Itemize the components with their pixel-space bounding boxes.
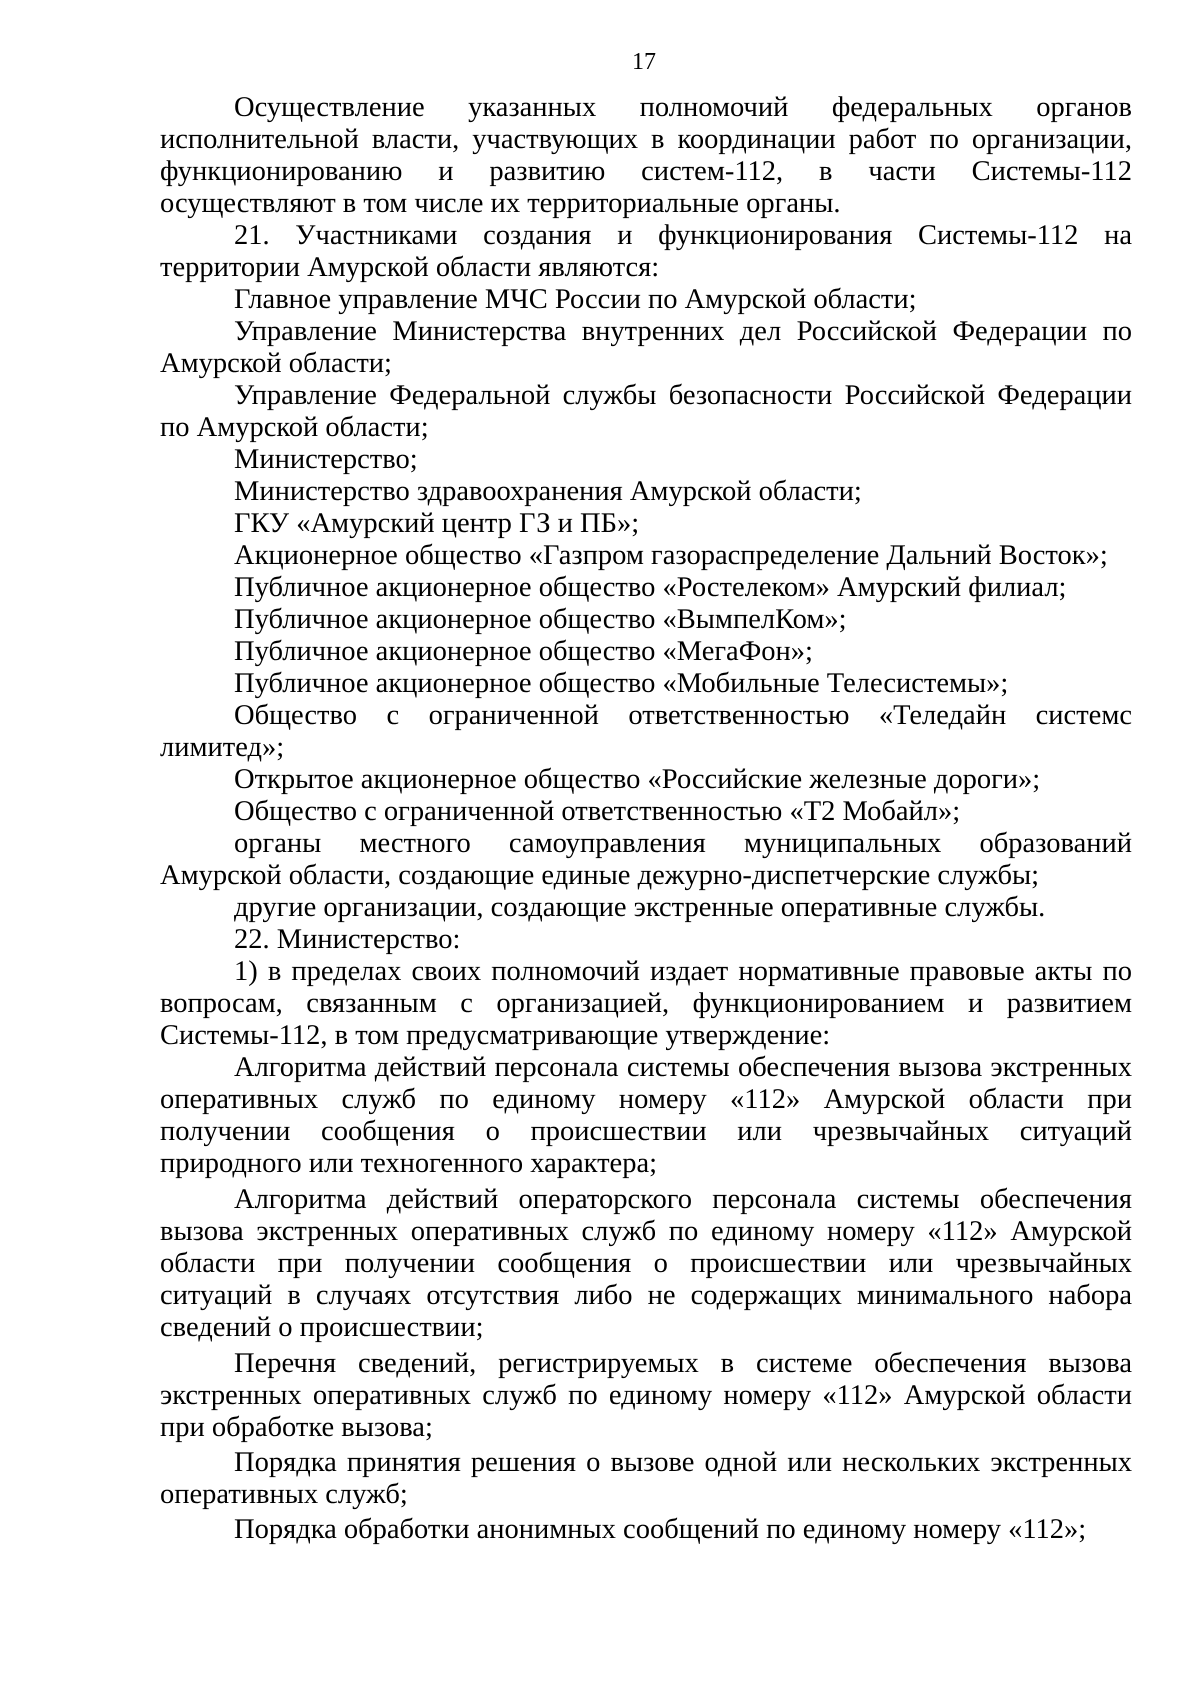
- participant-rostelecom: Публичное акционерное общество «Ростелеком» Амурский филиал;: [234, 572, 1067, 603]
- paragraph-authority-note: Осуществление указанных полномочий федеральных органов исполнительной власти, участвующих в координации работ по организации, функционированию и развитию систем-112, в части Системы-112 осуществляют в том числе их территориальные органы.: [160, 92, 1132, 219]
- participant-teledyne: Общество с ограниченной ответственностью «Теледайн системс лимитед»;: [160, 700, 1132, 763]
- participant-other-organizations: другие организации, создающие экстренные оперативные службы.: [234, 892, 1046, 923]
- participant-t2: Общество с ограниченной ответственностью «Т2 Мобайл»;: [234, 796, 961, 827]
- paragraph-list-of-data: Перечня сведений, регистрируемых в системе обеспечения вызова экстренных оперативных служб по единому номеру «112» Амурской области при обработке вызова;: [160, 1348, 1132, 1443]
- participant-health-ministry: Министерство здравоохранения Амурской области;: [234, 476, 862, 507]
- paragraph-subitem-1: 1) в пределах своих полномочий издает нормативные правовые акты по вопросам, связанным с организацией, функционированием и развитием Системы-112, в том предусматривающие утверждение:: [160, 956, 1132, 1051]
- paragraph-decision-procedure: Порядка принятия решения о вызове одной или нескольких экстренных оперативных служб;: [160, 1447, 1132, 1510]
- participant-rzd: Открытое акционерное общество «Российские железные дороги»;: [234, 764, 1041, 795]
- participant-gku: ГКУ «Амурский центр ГЗ и ПБ»;: [234, 508, 640, 539]
- paragraph-algorithm-operators: Алгоритма действий операторского персонала системы обеспечения вызова экстренных оперативных служб по единому номеру «112» Амурской области при получении сообщения о происшествии или чрезвычайных ситуаций в случаях отсутствия либо не содержащих минимального набора сведений о происшествии;: [160, 1184, 1132, 1343]
- participant-megafon: Публичное акционерное общество «МегаФон»;: [234, 636, 813, 667]
- participant-local-authorities: органы местного самоуправления муниципальных образований Амурской области, создающие единые дежурно-диспетчерские службы;: [160, 828, 1132, 891]
- participant-gazprom: Акционерное общество «Газпром газораспределение Дальний Восток»;: [234, 540, 1108, 571]
- document-body: [160, 92, 1132, 1546]
- participant-mts: Публичное акционерное общество «Мобильные Телесистемы»;: [234, 668, 1009, 699]
- paragraph-algorithm-personnel: Алгоритма действий персонала системы обеспечения вызова экстренных оперативных служб по единому номеру «112» Амурской области при получении сообщения о происшествии или чрезвычайных ситуаций природного или техногенного характера;: [160, 1052, 1132, 1179]
- participant-mvd: Управление Министерства внутренних дел Российской Федерации по Амурской области;: [160, 316, 1132, 379]
- paragraph-item-22: 22. Министерство:: [234, 924, 461, 955]
- page-number: 17: [632, 49, 656, 75]
- participant-vimpelcom: Публичное акционерное общество «ВымпелКом»;: [234, 604, 847, 635]
- participant-mchs: Главное управление МЧС России по Амурской области;: [234, 284, 917, 315]
- paragraph-anonymous-messages: Порядка обработки анонимных сообщений по единому номеру «112»;: [234, 1514, 1087, 1545]
- paragraph-item-21: 21. Участниками создания и функционирования Системы-112 на территории Амурской области являются:: [160, 220, 1132, 283]
- participant-fsb: Управление Федеральной службы безопасности Российской Федерации по Амурской области;: [160, 380, 1132, 443]
- participant-ministry: Министерство;: [234, 444, 418, 475]
